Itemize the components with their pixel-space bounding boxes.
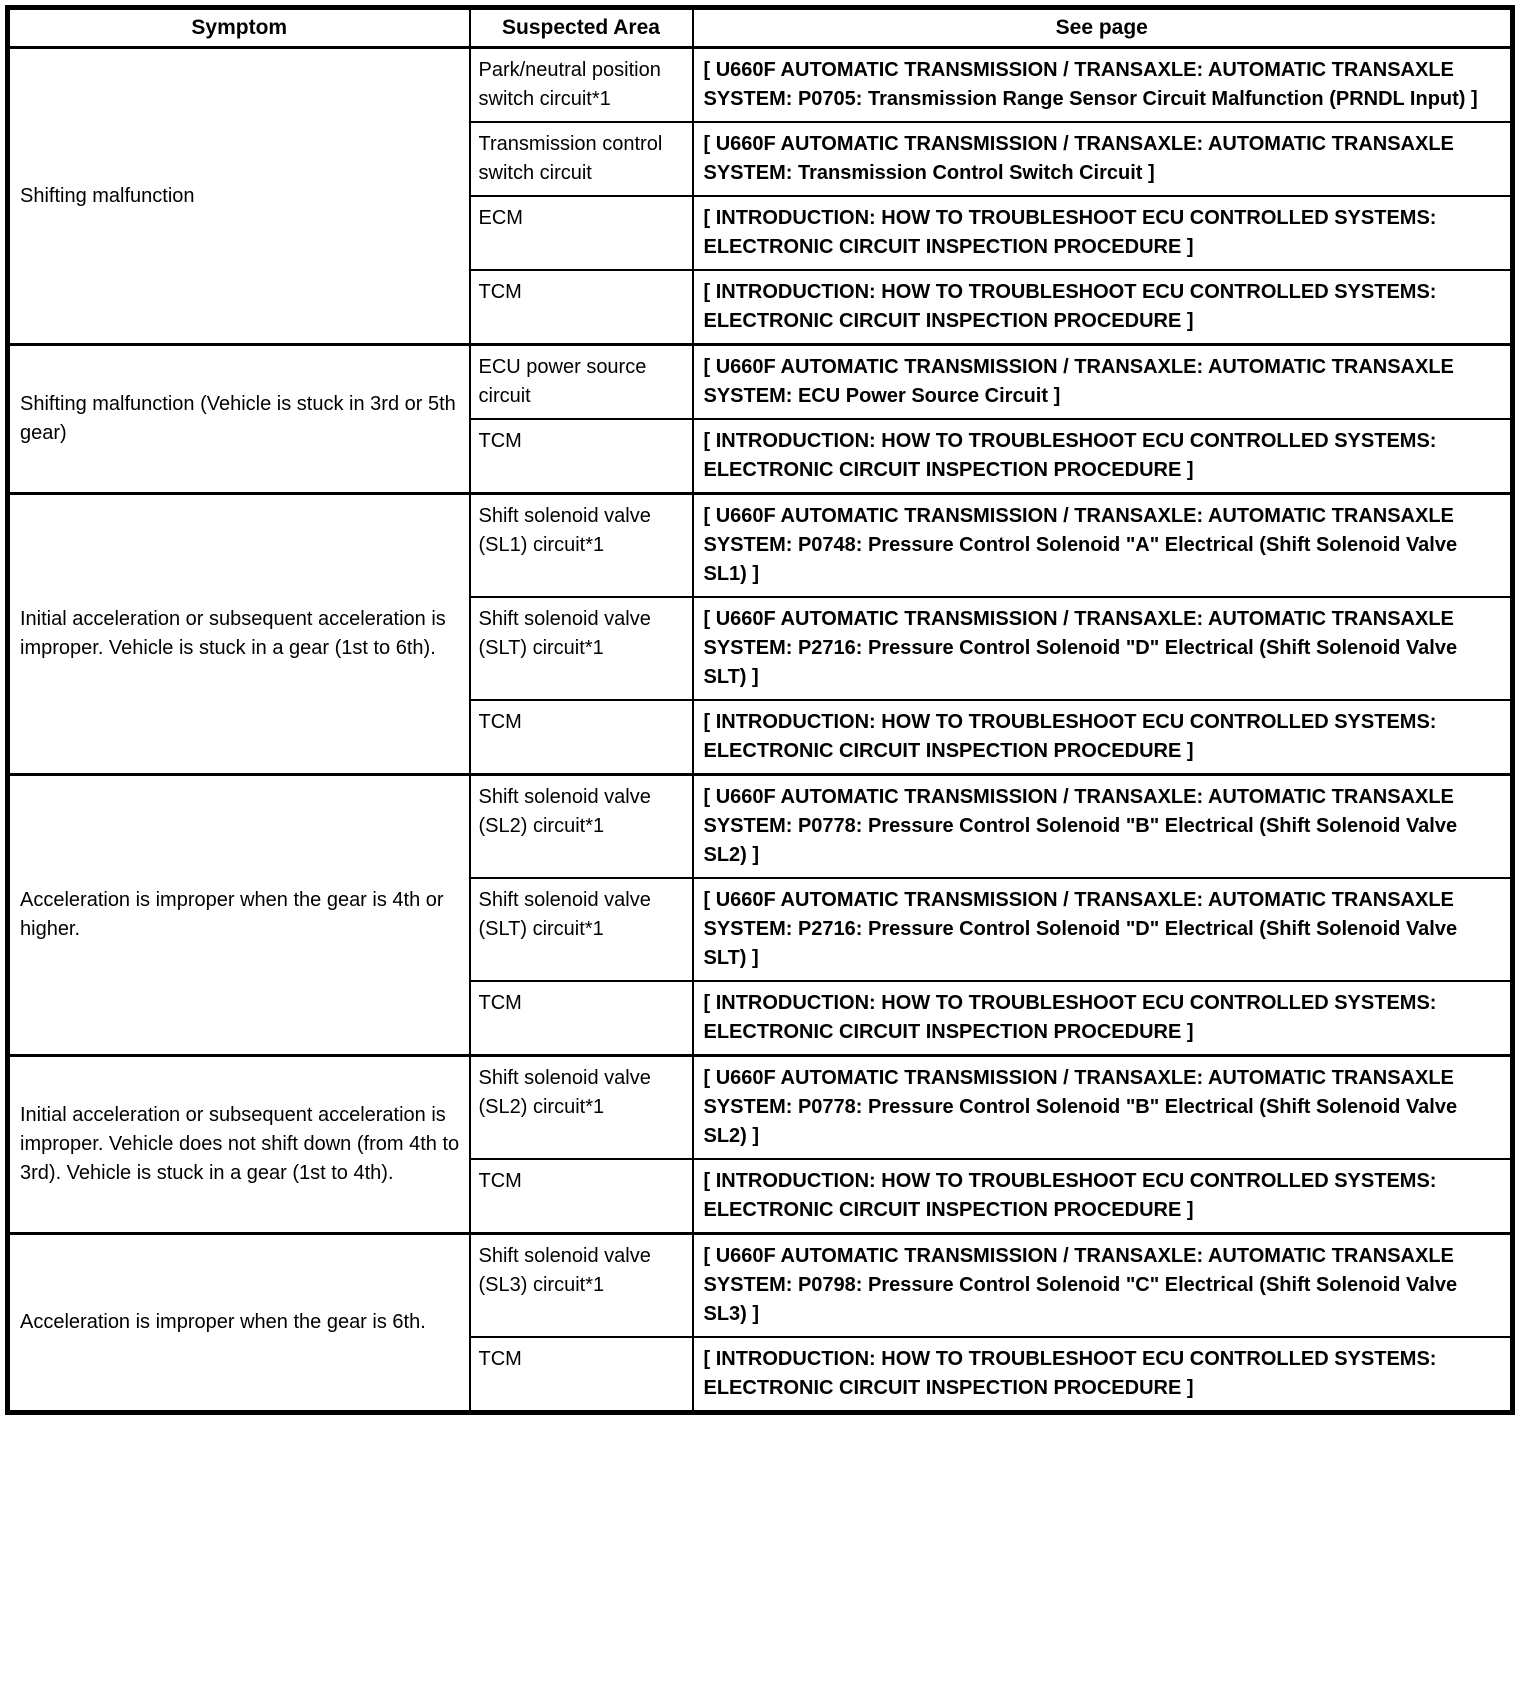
see-page-cell: [ INTRODUCTION: HOW TO TROUBLESHOOT ECU CONTROLLED SYSTEMS: ELECTRONIC CIRCUIT INSPECTION PROCEDURE ]: [693, 419, 1513, 494]
suspected-area-cell: Park/neutral position switch circuit*1: [470, 48, 693, 123]
suspected-area-cell: TCM: [470, 700, 693, 775]
see-page-cell: [ INTRODUCTION: HOW TO TROUBLESHOOT ECU CONTROLLED SYSTEMS: ELECTRONIC CIRCUIT INSPECTION PROCEDURE ]: [693, 270, 1513, 345]
see-page-cell: [ U660F AUTOMATIC TRANSMISSION / TRANSAXLE: AUTOMATIC TRANSAXLE SYSTEM: P0778: Pressure Control Solenoid "B" Electrical (Shift Solenoid Valve SL2) ]: [693, 1056, 1513, 1160]
see-page-cell: [ U660F AUTOMATIC TRANSMISSION / TRANSAXLE: AUTOMATIC TRANSAXLE SYSTEM: P0798: Pressure Control Solenoid "C" Electrical (Shift Solenoid Valve SL3) ]: [693, 1234, 1513, 1338]
table-row: [8, 1234, 1513, 1338]
see-page-cell: [ U660F AUTOMATIC TRANSMISSION / TRANSAXLE: AUTOMATIC TRANSAXLE SYSTEM: P0705: Transmission Range Sensor Circuit Malfunction (PRNDL Input) ]: [693, 48, 1513, 123]
suspected-area-cell: TCM: [470, 419, 693, 494]
symptom-cell: Shifting malfunction (Vehicle is stuck in 3rd or 5th gear): [8, 345, 470, 494]
suspected-area-cell: ECU power source circuit: [470, 345, 693, 420]
see-page-cell: [ U660F AUTOMATIC TRANSMISSION / TRANSAXLE: AUTOMATIC TRANSAXLE SYSTEM: ECU Power Source Circuit ]: [693, 345, 1513, 420]
suspected-area-cell: TCM: [470, 270, 693, 345]
see-page-cell: [ INTRODUCTION: HOW TO TROUBLESHOOT ECU CONTROLLED SYSTEMS: ELECTRONIC CIRCUIT INSPECTION PROCEDURE ]: [693, 1159, 1513, 1234]
suspected-area-cell: Shift solenoid valve (SL2) circuit*1: [470, 1056, 693, 1160]
suspected-area-cell: Shift solenoid valve (SL2) circuit*1: [470, 775, 693, 879]
symptom-cell: Acceleration is improper when the gear is 6th.: [8, 1234, 470, 1413]
suspected-area-cell: Shift solenoid valve (SL1) circuit*1: [470, 494, 693, 598]
symptom-cell: Initial acceleration or subsequent acceleration is improper. Vehicle does not shift down (from 4th to 3rd). Vehicle is stuck in a gear (1st to 4th).: [8, 1056, 470, 1234]
see-page-cell: [ INTRODUCTION: HOW TO TROUBLESHOOT ECU CONTROLLED SYSTEMS: ELECTRONIC CIRCUIT INSPECTION PROCEDURE ]: [693, 700, 1513, 775]
suspected-area-cell: ECM: [470, 196, 693, 270]
suspected-area-cell: Shift solenoid valve (SLT) circuit*1: [470, 878, 693, 981]
see-page-cell: [ U660F AUTOMATIC TRANSMISSION / TRANSAXLE: AUTOMATIC TRANSAXLE SYSTEM: Transmission Control Switch Circuit ]: [693, 122, 1513, 196]
suspected-area-cell: TCM: [470, 981, 693, 1056]
suspected-area-cell: Transmission control switch circuit: [470, 122, 693, 196]
col-header-see-page: See page: [693, 8, 1513, 48]
symptom-cell: Shifting malfunction: [8, 48, 470, 345]
table-row: [8, 1056, 1513, 1160]
see-page-cell: [ U660F AUTOMATIC TRANSMISSION / TRANSAXLE: AUTOMATIC TRANSAXLE SYSTEM: P2716: Pressure Control Solenoid "D" Electrical (Shift Solenoid Valve SLT) ]: [693, 878, 1513, 981]
see-page-cell: [ INTRODUCTION: HOW TO TROUBLESHOOT ECU CONTROLLED SYSTEMS: ELECTRONIC CIRCUIT INSPECTION PROCEDURE ]: [693, 196, 1513, 270]
col-header-suspected-area: Suspected Area: [470, 8, 693, 48]
table-row: [8, 494, 1513, 598]
see-page-cell: [ U660F AUTOMATIC TRANSMISSION / TRANSAXLE: AUTOMATIC TRANSAXLE SYSTEM: P2716: Pressure Control Solenoid "D" Electrical (Shift Solenoid Valve SLT) ]: [693, 597, 1513, 700]
suspected-area-cell: TCM: [470, 1337, 693, 1413]
suspected-area-cell: Shift solenoid valve (SL3) circuit*1: [470, 1234, 693, 1338]
table-row: [8, 48, 1513, 123]
see-page-cell: [ U660F AUTOMATIC TRANSMISSION / TRANSAXLE: AUTOMATIC TRANSAXLE SYSTEM: P0778: Pressure Control Solenoid "B" Electrical (Shift Solenoid Valve SL2) ]: [693, 775, 1513, 879]
see-page-cell: [ U660F AUTOMATIC TRANSMISSION / TRANSAXLE: AUTOMATIC TRANSAXLE SYSTEM: P0748: Pressure Control Solenoid "A" Electrical (Shift Solenoid Valve SL1) ]: [693, 494, 1513, 598]
see-page-cell: [ INTRODUCTION: HOW TO TROUBLESHOOT ECU CONTROLLED SYSTEMS: ELECTRONIC CIRCUIT INSPECTION PROCEDURE ]: [693, 981, 1513, 1056]
symptom-troubleshooting-table: [5, 5, 1515, 1415]
suspected-area-cell: Shift solenoid valve (SLT) circuit*1: [470, 597, 693, 700]
table-row: [8, 775, 1513, 879]
see-page-cell: [ INTRODUCTION: HOW TO TROUBLESHOOT ECU CONTROLLED SYSTEMS: ELECTRONIC CIRCUIT INSPECTION PROCEDURE ]: [693, 1337, 1513, 1413]
symptom-cell: Initial acceleration or subsequent acceleration is improper. Vehicle is stuck in a gear (1st to 6th).: [8, 494, 470, 775]
symptom-cell: Acceleration is improper when the gear is 4th or higher.: [8, 775, 470, 1056]
col-header-symptom: Symptom: [8, 8, 470, 48]
suspected-area-cell: TCM: [470, 1159, 693, 1234]
table-row: [8, 345, 1513, 420]
header-row: [8, 8, 1513, 48]
